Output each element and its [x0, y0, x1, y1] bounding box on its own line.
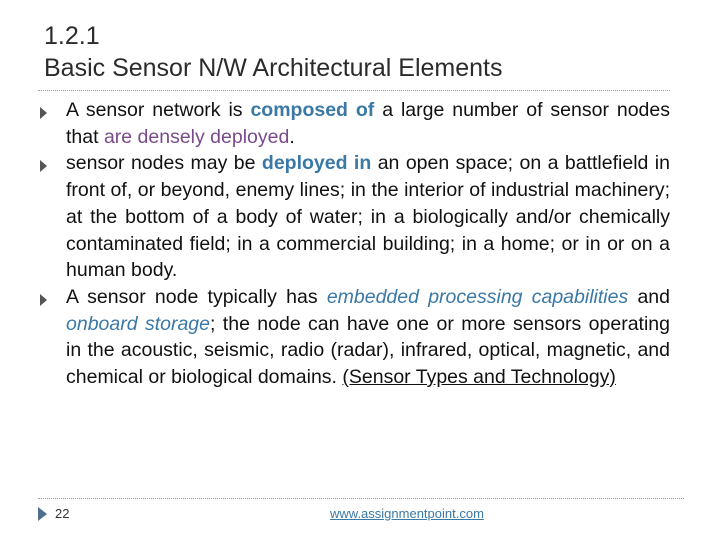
highlight-embedded-processing: embedded processing capabilities: [326, 285, 629, 308]
bullet-list: [40, 97, 670, 391]
title-text: Basic Sensor N/W Architectural Elements: [44, 54, 503, 82]
bullet-arrow-icon: [40, 294, 47, 306]
bullet-text: ; the node can have one or more sensors operating in the acoustic, seismic, radio (radar), infrared, optical, magnetic, and chemical or biological domains.: [66, 312, 670, 389]
title-divider: [38, 90, 670, 91]
footer-website-link[interactable]: www.assignmentpoint.com: [330, 506, 484, 521]
highlight-onboard-storage: onboard storage: [66, 312, 210, 335]
highlight-composed-of: composed of: [250, 99, 375, 121]
bullet-text: A sensor node typically has: [66, 285, 327, 308]
bullet-arrow-icon: [40, 107, 47, 119]
page-number: 22: [55, 506, 70, 521]
bullet-text: .: [289, 125, 295, 148]
footer-divider: [38, 498, 684, 499]
reference-link[interactable]: (Sensor Types and Technology): [342, 366, 616, 389]
bullet-item-2: [40, 150, 670, 284]
section-number: 1.2.1: [44, 22, 100, 50]
highlight-deployed-in: deployed in: [261, 152, 372, 175]
bullet-text: a large number of sensor nodes that: [66, 99, 670, 148]
bullet-arrow-icon: [40, 160, 47, 172]
bullet-text: and: [628, 285, 670, 308]
bullet-item-1: [40, 97, 670, 150]
bullet-text: sensor nodes may be: [66, 152, 262, 175]
bullet-text: an open space; on a battlefield in front of, or beyond, enemy lines; in the interior of industrial machinery; at the bottom of a body of water; in a biologically and/or chemically contaminated field; in a commercial building; in a home; or in or on a human body.: [66, 152, 670, 282]
bullet-text: A sensor network is: [66, 99, 251, 121]
slide-title: [44, 20, 684, 84]
bullet-item-3: [40, 284, 670, 391]
footer-arrow-icon: [38, 507, 47, 521]
highlight-densely-deployed: are densely deployed: [103, 125, 290, 148]
